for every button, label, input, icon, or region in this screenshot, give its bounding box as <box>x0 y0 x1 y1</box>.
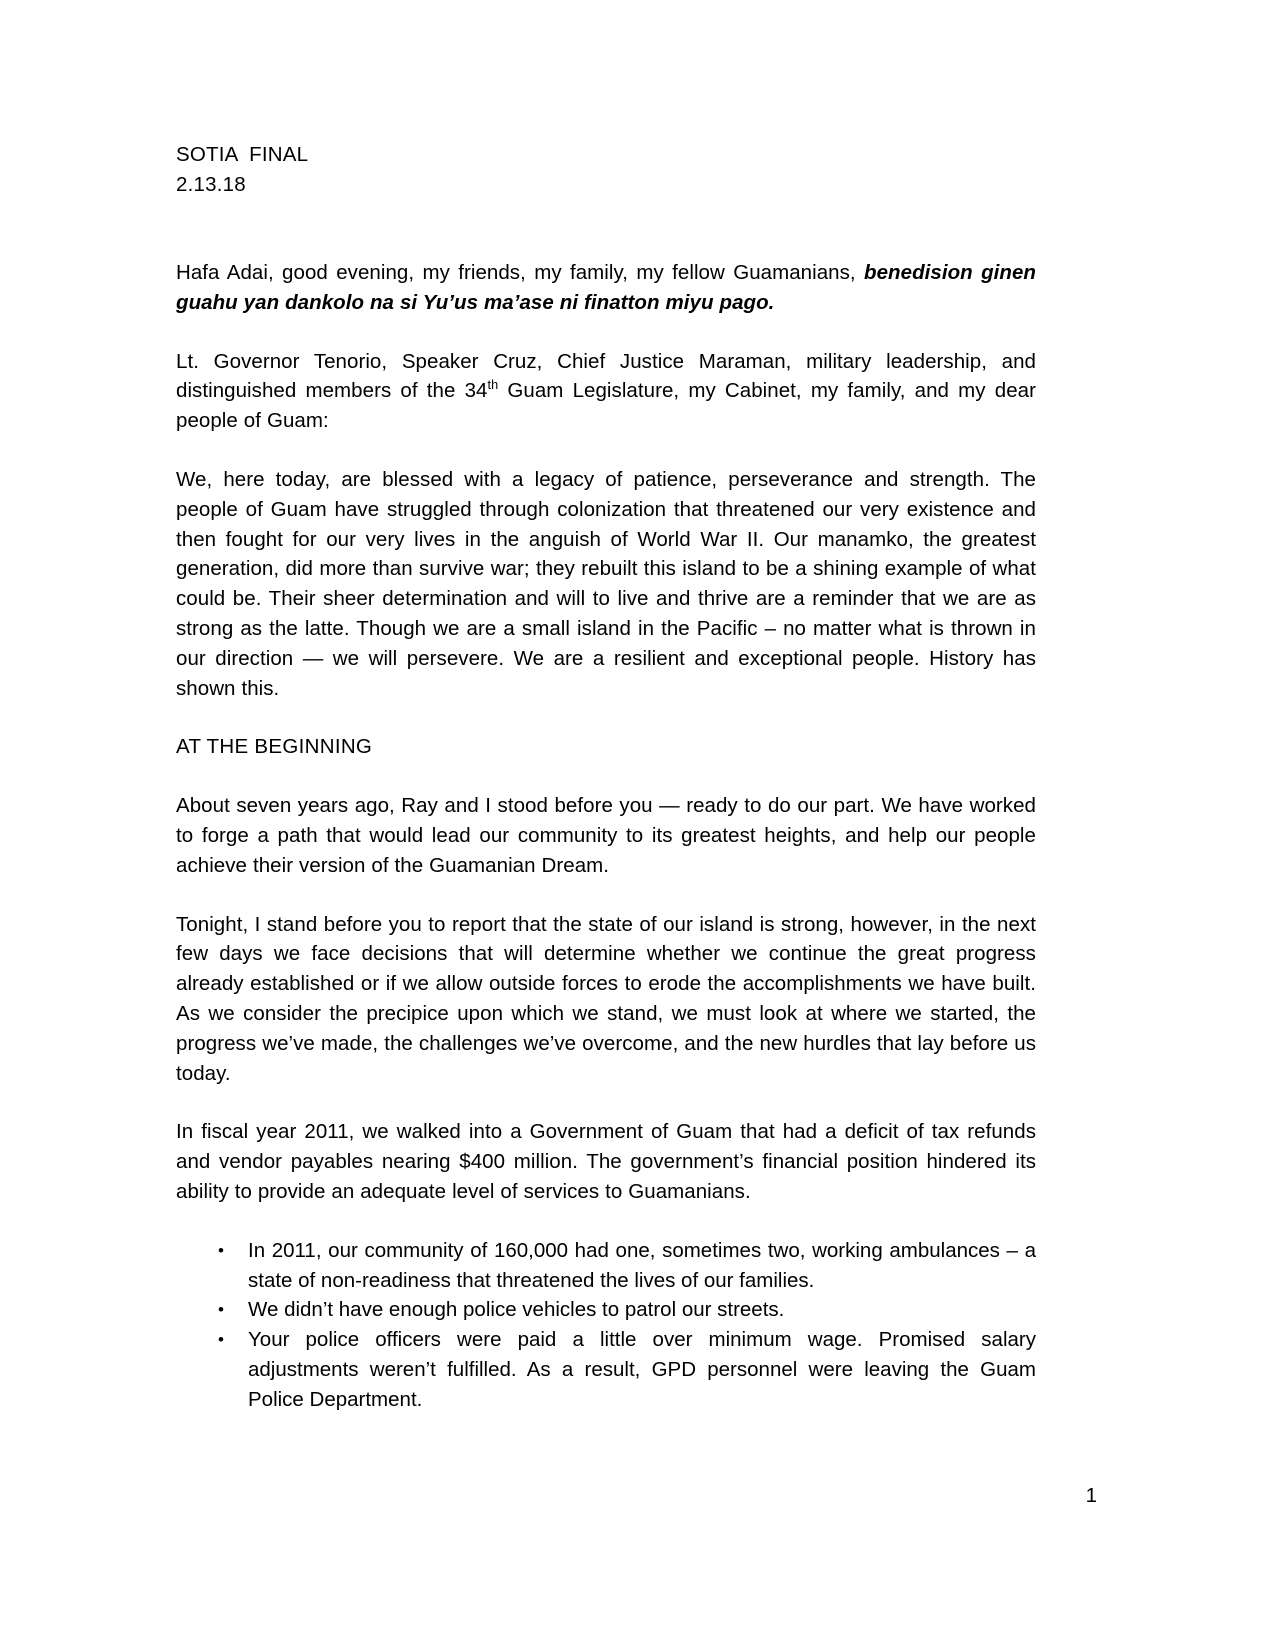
bullet-icon: • <box>218 1300 224 1320</box>
list-item <box>176 1236 1036 1296</box>
list-item <box>176 1295 1036 1325</box>
greeting-plain-text: Hafa Adai, good evening, my friends, my family, my fellow Guamanians, <box>176 261 865 284</box>
greeting-chamorro-text: benedision ginen guahu yan dankolo na si Yu’us ma’ase ni finatton miyu pago. <box>176 261 1036 314</box>
section-heading-at-the-beginning: AT THE BEGINNING <box>176 735 373 759</box>
document-header <box>176 140 1036 200</box>
body-paragraph-seven-years: About seven years ago, Ray and I stood before you — ready to do our part. We have worked to forge a path that would lead our community to its greatest heights, and help our people achieve their version of the Guamanian Dream. <box>176 794 1036 877</box>
header-spacer <box>176 200 1036 258</box>
document-body <box>176 140 1036 1415</box>
list-item <box>176 1325 1036 1414</box>
list-item-text: Your police officers were paid a little over minimum wage. Promised salary adjustments weren’t fulfilled. As a result, GPD personnel were leaving the Guam Police Department. <box>248 1328 1036 1411</box>
list-item-text: In 2011, our community of 160,000 had one, sometimes two, working ambulances – a state of non-readiness that threatened the lives of our families. <box>248 1238 1036 1292</box>
ordinal-suffix: th <box>487 377 499 393</box>
legacy-paragraph: We, here today, are blessed with a legacy of patience, perseverance and strength. The people of Guam have struggled through colonization that threatened our very existence and then fought for our very lives in the anguish of World War II. Our manamko, the greatest generation, did more than survive war; they rebuilt this island to be a shining example of what could be. Their sheer determination and will to live and thrive are a reminder that we are as strong as the latte. Though we are a small island in the Pacific – no matter what is thrown in our direction — we will persevere. We are a resilient and exceptional people. History has shown this. <box>176 467 1036 700</box>
document-date: 2.13.18 <box>176 173 246 196</box>
greeting-paragraph <box>176 258 1036 318</box>
page-number: 1 <box>1085 1484 1097 1507</box>
body-paragraph-fiscal-year: In fiscal year 2011, we walked into a Government of Guam that had a deficit of tax refunds and vendor payables nearing $400 million. The government’s financial position hindered its ability to provide an adequate level of services to Guamanians. <box>176 1120 1036 1203</box>
salutation-part-one: Lt. Governor Tenorio, Speaker Cruz, Chief Justice Maraman, military leadership, and distinguished members of the 34 <box>176 349 1036 403</box>
salutation-part-two: Guam Legislature, my Cabinet, my family, and my dear people of Guam: <box>176 379 1036 433</box>
list-item-text: We didn’t have enough police vehicles to patrol our streets. <box>248 1298 785 1322</box>
body-paragraph-tonight: Tonight, I stand before you to report that the state of our island is strong, however, in the next few days we face decisions that will determine whether we continue the great progress already established or if we allow outside forces to erode the accomplishments we have built. As we consider the precipice upon which we stand, we must look at where we started, the progress we’ve made, the challenges we’ve overcome, and the new hurdles that lay before us today. <box>176 912 1036 1085</box>
bullet-icon: • <box>218 1330 224 1350</box>
bullet-icon: • <box>218 1240 224 1260</box>
bullet-list <box>176 1236 1036 1415</box>
document-title: SOTIA FINAL <box>176 143 309 166</box>
salutation-paragraph <box>176 347 1036 436</box>
